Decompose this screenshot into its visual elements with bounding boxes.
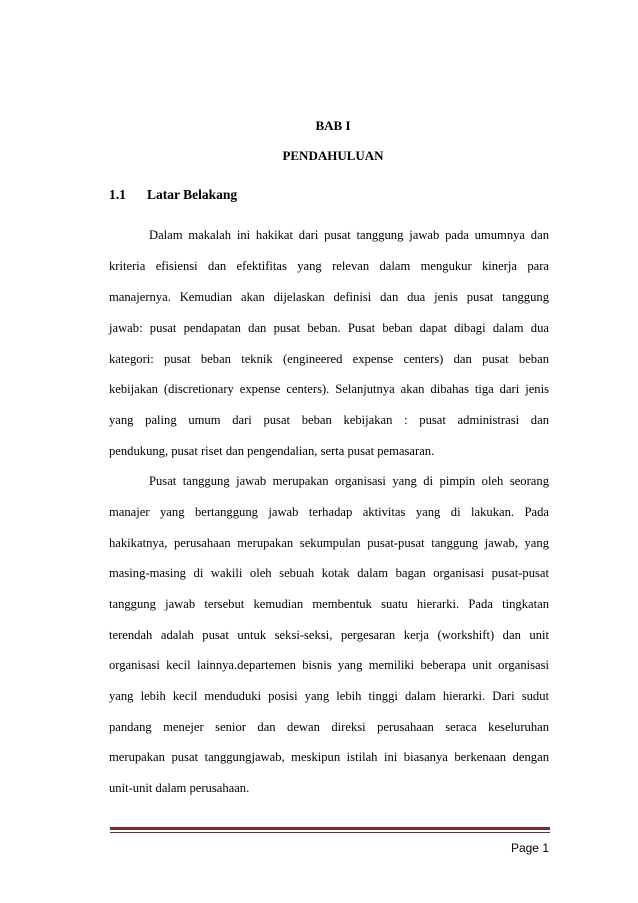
paragraph-line: kategori: pusat beban teknik (engineered expense centers) dan pusat beban [109,352,549,366]
paragraph-line: Dalam makalah ini hakikat dari pusat tanggung jawab pada umumnya dan [149,228,549,242]
paragraph-line: kriteria efisiensi dan efektifitas yang relevan dalam mengukur kinerja para [109,259,549,273]
section-title: Latar Belakang [147,187,238,202]
paragraph-line: jawab: pusat pendapatan dan pusat beban. Pusat beban dapat dibagi dalam dua [109,321,549,335]
paragraph-line: merupakan pusat tanggungjawab, meskipun istilah ini biasanya berkenaan dengan [109,750,549,764]
paragraph-line: manajernya. Kemudian akan dijelaskan definisi dan dua jenis pusat tanggung [109,290,549,304]
chapter-label: BAB I [315,118,351,133]
footer-rule-thick [110,827,550,830]
paragraph-line: yang paling umum dari pusat beban kebijakan : pusat administrasi dan [109,413,549,427]
paragraph-line: masing-masing di wakili oleh sebuah kotak dalam bagan organisasi pusat-pusat [109,566,549,580]
paragraph-line: pendukung, pusat riset dan pengendalian, serta pusat pemasaran. [109,444,435,458]
page-number: Page 1 [510,841,549,855]
paragraph-line: Pusat tanggung jawab merupakan organisasi yang di pimpin oleh seorang [149,474,549,488]
paragraph-line: terendah adalah pusat untuk seksi-seksi, pergesaran kerja (workshift) dan unit [109,628,549,642]
section-number: 1.1 [109,187,126,202]
footer-rule-thin [110,832,550,833]
section-heading-latar-belakang [109,187,237,203]
paragraph-line: yang lebih kecil menduduki posisi yang lebih tinggi dalam hierarki. Dari sudut [109,689,549,703]
paragraph-line: unit-unit dalam perusahaan. [109,781,250,795]
paragraph-line: organisasi kecil lainnya.departemen bisnis yang memiliki beberapa unit organisasi [109,658,549,672]
chapter-title: PENDAHULUAN [282,148,384,163]
paragraph-line: kebijakan (discretionary expense centers). Selanjutnya akan dibahas tiga dari jenis [109,382,549,396]
paragraph-line: pandang menejer senior dan dewan direksi perusahaan seraca keseluruhan [109,720,549,734]
paragraph-line: hakikatnya, perusahaan merupakan sekumpulan pusat-pusat tanggung jawab, yang [109,536,549,550]
paragraph-line: manajer yang bertanggung jawab terhadap aktivitas yang di lakukan. Pada [109,505,549,519]
paragraph-line: tanggung jawab tersebut kemudian membentuk suatu hierarki. Pada tingkatan [109,597,549,611]
